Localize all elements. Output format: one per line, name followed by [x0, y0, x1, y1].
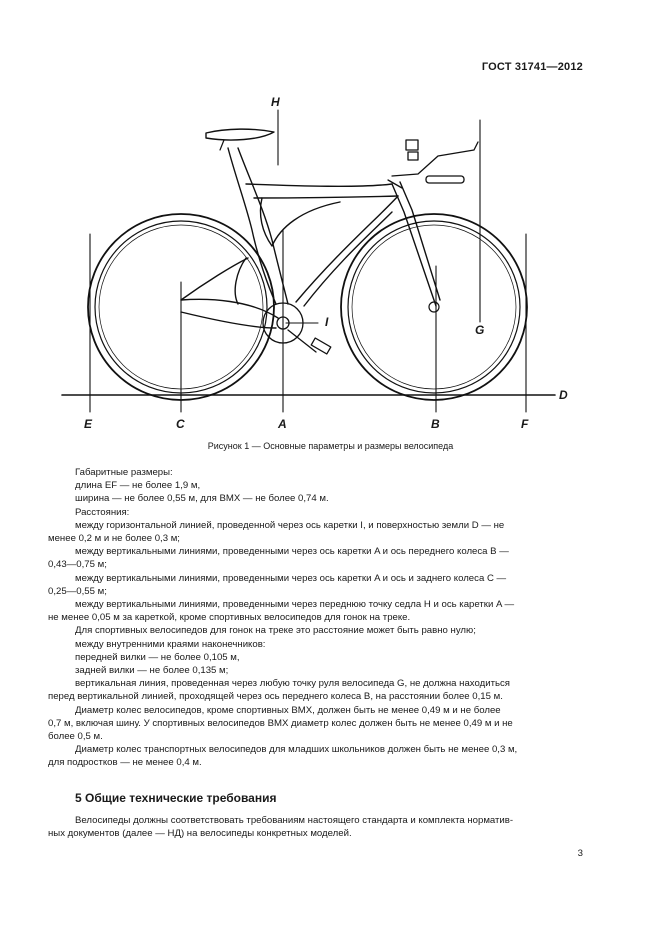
label-d: D [559, 388, 568, 402]
text-line: Велосипеды должны соответствовать требованиям настоящего стандарта и комплекта норматив- [75, 815, 514, 826]
text-line: не менее 0,05 м за кареткой, кроме спортивных велосипедов для гонок на треке. [48, 612, 411, 624]
text-line: Диаметр колес велосипедов, кроме спортивных ВМХ, должен быть не менее 0,49 м и не более [75, 704, 501, 716]
label-i: I [325, 315, 329, 329]
text-line: между внутренними краями наконечников: [75, 638, 266, 650]
reference-lines [90, 110, 526, 412]
text-line: 0,25—0,55 м; [48, 585, 107, 597]
text-line: между вертикальными линиями, проведенными через переднюю точку седла H и ось каретки A — [75, 599, 515, 611]
page-number: 3 [577, 848, 583, 859]
saddle [206, 129, 274, 140]
text-line: более 0,5 м. [48, 731, 103, 743]
section-title: 5 Общие технические требования [75, 791, 277, 805]
label-g: G [475, 323, 485, 337]
text-line: 0,7 м, включая шину. У спортивных велосипедов ВМХ диаметр колес должен быть не менее 0,49 м и не [48, 717, 513, 729]
text-line: задней вилки — не более 0,135 м; [75, 665, 229, 677]
section-text [48, 814, 583, 840]
bicycle-drawing [0, 0, 661, 440]
label-f: F [521, 417, 529, 431]
text-line: Диаметр колес транспортных велосипедов для младших школьников должен быть не менее 0,3 м, [75, 744, 518, 756]
text-line: ных документов (далее — НД) на велосипеды конкретных моделей. [48, 828, 352, 840]
text-line: длина EF — не более 1,9 м, [75, 480, 201, 492]
standard-header: ГОСТ 31741—2012 [481, 61, 583, 73]
text-line: вертикальная линия, проведенная через любую точку руля велосипеда G, не должна находиться [75, 678, 510, 690]
text-line: Для спортивных велосипедов для гонок на треке это расстояние может быть равно нулю; [75, 625, 476, 637]
text-line: между вертикальными линиями, проведенными через ось каретки A и ось и заднего колеса C — [75, 572, 507, 584]
handlebar [388, 140, 478, 188]
label-a: A [278, 417, 287, 431]
text-line: Габаритные размеры: [75, 467, 173, 478]
bicycle-figure [0, 0, 661, 440]
label-b: B [431, 417, 440, 431]
text-line: передней вилки — не более 0,105 м, [75, 651, 240, 663]
text-line: перед вертикальной линией, проходящей через ось переднего колеса B, на расстоянии более 0,15 м. [48, 691, 503, 703]
label-e: E [84, 417, 93, 431]
dimensions-text [48, 466, 583, 770]
text-line: 0,43—0,75 м; [48, 559, 107, 571]
label-h: H [271, 95, 280, 109]
text-line: Расстояния: [75, 506, 130, 518]
figure-caption: Рисунок 1 — Основные параметры и размеры велосипеда [207, 441, 454, 451]
front-wheel [341, 214, 527, 400]
text-line: между вертикальными линиями, проведенными через ось каретки A и ось переднего колеса B — [75, 546, 509, 558]
text-line: менее 0,2 м и не более 0,3 м; [48, 533, 180, 545]
text-line: ширина — не более 0,55 м, для ВМХ — не более 0,74 м. [75, 493, 329, 505]
text-line: для подростков — не менее 0,4 м. [48, 757, 202, 769]
text-line: между горизонтальной линией, проведенной через ось каретки I, и поверхностью земли D — не [75, 519, 505, 531]
label-c: C [176, 417, 185, 431]
